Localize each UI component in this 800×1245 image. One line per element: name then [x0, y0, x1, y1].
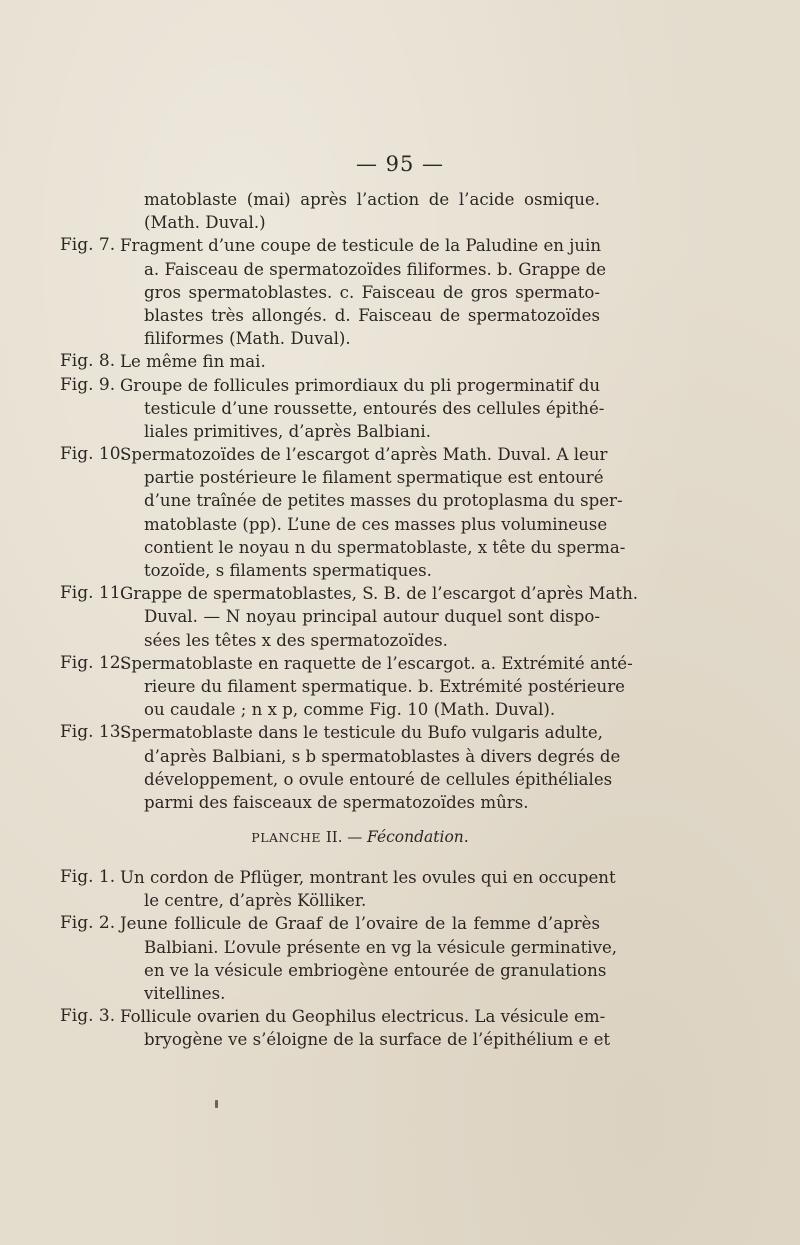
text-line: contient le noyau n du spermatoblaste, x tête du sperma- — [144, 537, 626, 557]
page-number: — 95 — — [355, 152, 445, 176]
figure-entry — [60, 1005, 611, 1051]
plate-one-entries — [60, 188, 639, 814]
section-title: Fécondation. — [367, 828, 469, 847]
text-line: Le même fin mai. — [120, 352, 266, 372]
text-line: le centre, d’après Kölliker. — [144, 891, 367, 911]
section-label: PLANCHE — [251, 830, 322, 846]
figure-label: Fig. 3. — [60, 1006, 116, 1027]
text-line: vitellines. — [144, 984, 226, 1003]
text-line: Spermatoblaste en raquette de l’escargot. a. Extrémité anté- — [120, 653, 633, 673]
figure-entry — [60, 721, 621, 814]
text-line: Groupe de follicules primordiaux du pli progerminatif du — [120, 375, 600, 395]
text-line: en ve la vésicule embriogène entourée de granulations — [144, 960, 607, 980]
figure-entry — [60, 912, 618, 1005]
text-line: rieure du filament spermatique. b. Extrémité postérieure — [144, 676, 625, 696]
text-line: parmi des faisceaux de spermatozoïdes mûrs. — [144, 792, 529, 812]
text-line: Spermatoblaste dans le testicule du Bufo vulgaris adulte, — [120, 723, 603, 743]
figure-label: Fig. 13. — [60, 722, 126, 743]
figure-entry — [60, 188, 600, 234]
figure-entry — [60, 443, 626, 582]
section-dash: — — [347, 828, 363, 847]
figure-label: Fig. 12. — [60, 652, 126, 673]
figure-label: Fig. 2. — [60, 913, 116, 934]
ink-speck — [215, 1100, 218, 1108]
text-line: Balbiani. L’ovule présente en vg la vésicule germinative, — [144, 937, 618, 957]
figure-label: Fig. 11. — [60, 583, 126, 604]
figure-entry — [60, 374, 605, 444]
legend-entries — [60, 188, 639, 1052]
text-line: liales primitives, d’après Balbiani. — [144, 421, 432, 441]
text-line: partie postérieure le filament spermatique est entouré — [144, 468, 604, 488]
text-line: gros spermatoblastes. c. Faisceau de gros spermato- — [144, 282, 600, 302]
text-line: Follicule ovarien du Geophilus electricus. La vésicule em- — [120, 1007, 606, 1027]
figure-entry — [60, 582, 639, 652]
text-line: testicule d’une roussette, entourés des cellules épithé- — [144, 398, 605, 418]
text-line: matoblaste (mai) après l’action de l’acide osmique. — [144, 190, 600, 209]
text-line: Spermatozoïdes de l’escargot d’après Math. Duval. A leur — [120, 445, 608, 465]
text-line: a. Faisceau de spermatozoïdes filiformes. b. Grappe de — [144, 259, 607, 279]
text-line: blastes très allongés. d. Faisceau de spermatozoïdes — [144, 305, 600, 325]
text-line: Un cordon de Pflüger, montrant les ovules qui en occupent — [120, 868, 616, 888]
text-line: filiformes (Math. Duval). — [144, 329, 351, 349]
section-heading — [60, 826, 600, 848]
figure-label: Fig. 8. — [60, 351, 116, 372]
text-line: développement, o ovule entouré de cellules épithéliales — [144, 769, 613, 789]
figure-entry — [60, 350, 600, 373]
text-line: Grappe de spermatoblastes, S. B. de l’escargot d’après Math. — [120, 584, 639, 604]
text-line: matoblaste (pp). L’une de ces masses plus volumineuse — [144, 514, 608, 534]
text-line: bryogène ve s’éloigne de la surface de l’épithélium e et — [144, 1030, 611, 1050]
text-line: (Math. Duval.) — [144, 213, 266, 233]
section-numeral: II. — [325, 828, 343, 847]
figure-label: Fig. 7. — [60, 235, 116, 256]
text-line: tozoïde, s filaments spermatiques. — [144, 561, 432, 580]
text-line: Duval. — N noyau principal autour duquel sont dispo- — [144, 607, 600, 627]
figure-label: Fig. 10. — [60, 444, 126, 465]
figure-entry — [60, 866, 616, 912]
figure-label: Fig. 1. — [60, 867, 116, 888]
text-line: sées les têtes x des spermatozoïdes. — [144, 630, 448, 650]
plate-two-entries — [60, 866, 618, 1052]
text-line: d’après Balbiani, s b spermatoblastes à divers degrés de — [144, 746, 621, 766]
figure-entry — [60, 234, 607, 350]
text-line: Fragment d’une coupe de testicule de la Paludine en juin — [120, 236, 602, 256]
text-line: Jeune follicule de Graaf de l’ovaire de la femme d’après — [120, 914, 600, 934]
text-line: ou caudale ; n x p, comme Fig. 10 (Math. Duval). — [144, 700, 556, 720]
figure-label: Fig. 9. — [60, 374, 116, 395]
text-line: d’une traînée de petites masses du protoplasma du sper- — [144, 491, 623, 511]
figure-entry — [60, 652, 633, 722]
